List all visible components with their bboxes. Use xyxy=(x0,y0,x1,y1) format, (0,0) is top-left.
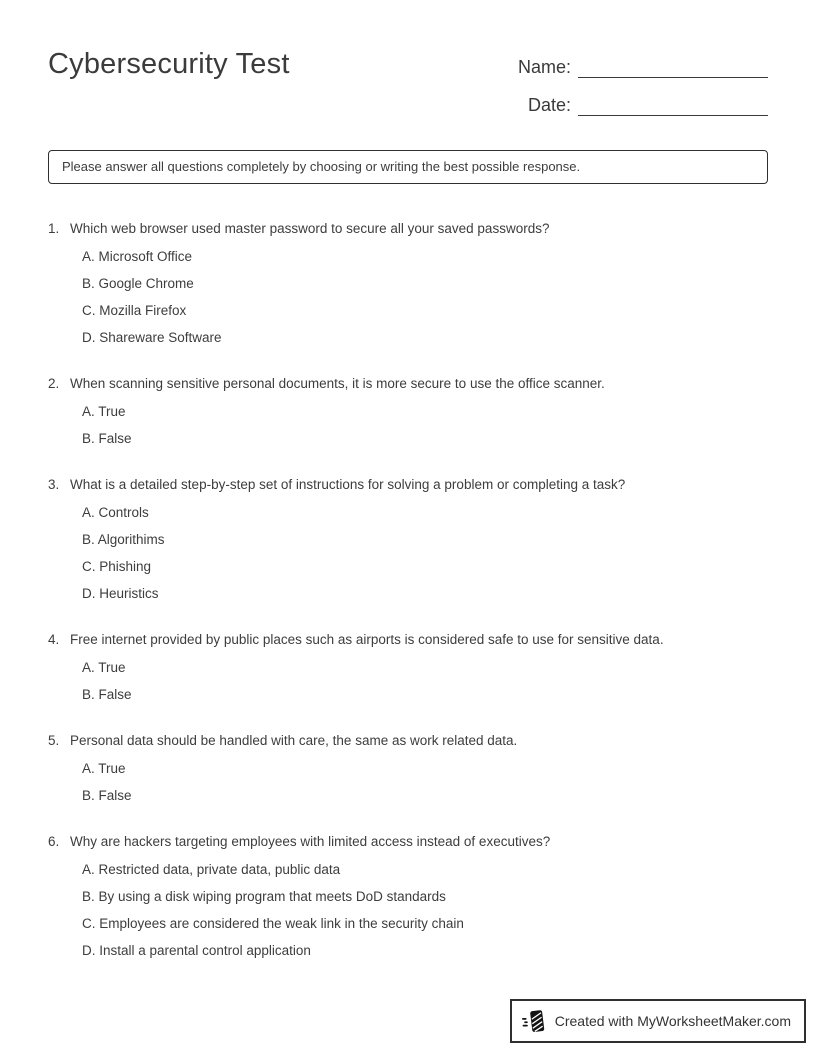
question-options xyxy=(82,654,768,708)
question-head xyxy=(48,732,768,750)
question-number: 2. xyxy=(48,376,60,391)
question-options xyxy=(82,243,768,351)
question-6 xyxy=(48,833,768,964)
date-blank-line xyxy=(578,90,768,116)
page-title: Cybersecurity Test xyxy=(48,48,290,80)
question-2 xyxy=(48,375,768,452)
question-options xyxy=(82,755,768,809)
option-c: C. Mozilla Firefox xyxy=(82,303,187,318)
question-head xyxy=(48,476,768,494)
option-a: A. True xyxy=(82,660,126,675)
option-b: B. False xyxy=(82,788,132,803)
question-options xyxy=(82,398,768,452)
option-a: A. True xyxy=(82,761,126,776)
option-b: B. False xyxy=(82,431,132,446)
question-number: 6. xyxy=(48,834,60,849)
footer-credit-badge xyxy=(510,999,806,1043)
option-a: A. Restricted data, private data, public data xyxy=(82,862,341,877)
date-row xyxy=(476,78,768,116)
instructions-box xyxy=(48,150,768,184)
question-text: What is a detailed step-by-step set of instructions for solving a problem or completing a task? xyxy=(70,477,626,492)
question-1 xyxy=(48,220,768,351)
option-b: B. By using a disk wiping program that meets DoD standards xyxy=(82,889,446,904)
question-text: Why are hackers targeting employees with limited access instead of executives? xyxy=(70,834,551,849)
question-text: Which web browser used master password to secure all your saved passwords? xyxy=(70,221,550,236)
question-5 xyxy=(48,732,768,809)
question-options xyxy=(82,499,768,607)
question-3 xyxy=(48,476,768,607)
option-b: B. False xyxy=(82,687,132,702)
date-label: Date: xyxy=(527,95,571,115)
question-number: 3. xyxy=(48,477,60,492)
name-blank-line xyxy=(578,52,768,78)
option-b: B. Google Chrome xyxy=(82,276,194,291)
name-row xyxy=(476,40,768,78)
question-head xyxy=(48,833,768,851)
question-text: When scanning sensitive personal documents, it is more secure to use the office scanner. xyxy=(70,376,605,391)
question-head xyxy=(48,375,768,393)
option-c: C. Employees are considered the weak link in the security chain xyxy=(82,916,464,931)
question-text: Personal data should be handled with care, the same as work related data. xyxy=(70,733,518,748)
question-number: 5. xyxy=(48,733,60,748)
question-number: 4. xyxy=(48,632,60,647)
footer-credit-text: Created with MyWorksheetMaker.com xyxy=(554,1013,791,1029)
fill-in-fields xyxy=(476,40,768,116)
question-head xyxy=(48,220,768,238)
question-4 xyxy=(48,631,768,708)
header xyxy=(48,40,768,116)
question-number: 1. xyxy=(48,221,60,236)
option-c: C. Phishing xyxy=(82,559,152,574)
questions-list xyxy=(48,220,768,964)
question-options xyxy=(82,856,768,964)
option-d: D. Shareware Software xyxy=(82,330,222,345)
option-a: A. Microsoft Office xyxy=(82,249,193,264)
question-text: Free internet provided by public places such as airports is considered safe to use for sensitive data. xyxy=(70,632,664,647)
question-head xyxy=(48,631,768,649)
option-d: D. Heuristics xyxy=(82,586,159,601)
option-d: D. Install a parental control application xyxy=(82,943,311,958)
option-b: B. Algorithims xyxy=(82,532,165,547)
instructions-text: Please answer all questions completely by choosing or writing the best possible response. xyxy=(62,159,581,174)
name-label: Name: xyxy=(517,57,571,77)
option-a: A. Controls xyxy=(82,505,149,520)
option-a: A. True xyxy=(82,404,126,419)
worksheet-maker-logo-icon xyxy=(522,1008,546,1034)
